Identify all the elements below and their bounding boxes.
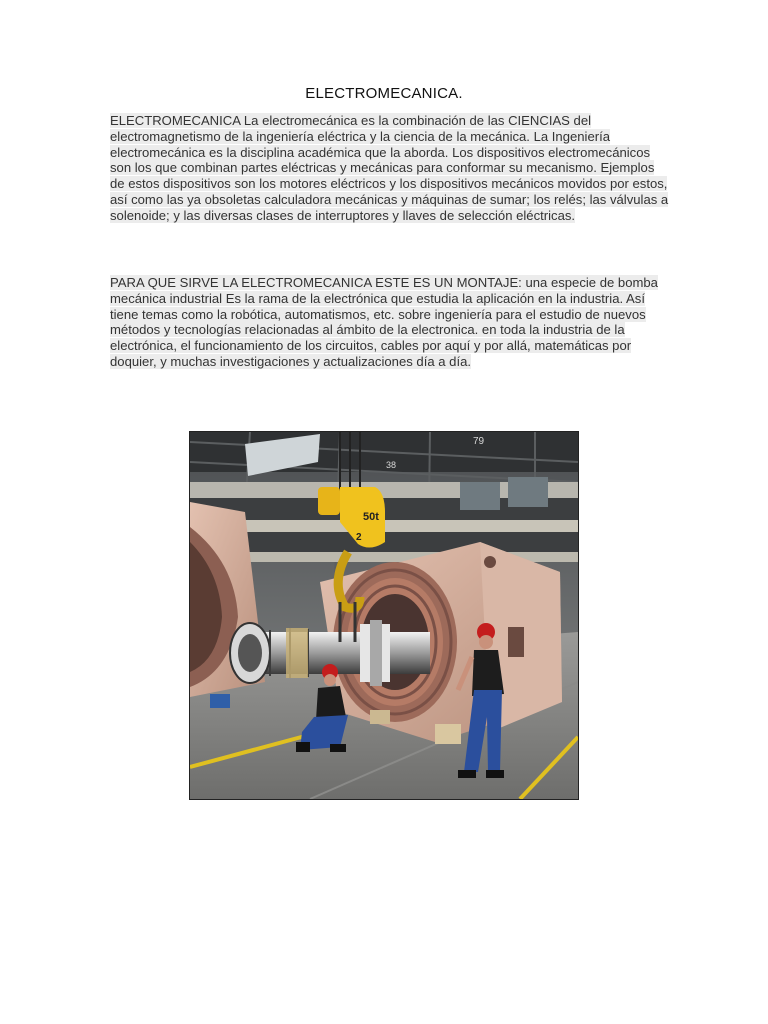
hook-label-bottom: 2 — [356, 532, 362, 543]
paragraph-intro-text: ELECTROMECANICA La electromecánica es la combinación de las CIENCIAS del electromagnetismo de la ingeniería eléctrica y la ciencia de la mecánica. La Ingeniería electromecánica es la disciplina académica que la aborda. Los dispositivos electromecánicos son los que combinan partes eléctricas y mecánicas para conformar su mecanismo. Ejemplos de estos dispositivos son los motores eléctricos y los dispositivos mecánicos movidos por estos, así como las ya obsoletas calculadora mecánicas y máquinas de sumar; los relés; las válvulas a solenoide; y las diversas clases de interruptores y llaves de selección eléctricas. — [110, 113, 669, 223]
electric-motor-assembly-photo — [189, 431, 579, 800]
paragraph-purpose-text: PARA QUE SIRVE LA ELECTROMECANICA ESTE ES UN MONTAJE: una especie de bomba mecánica industrial Es la rama de la electrónica que estudia la aplicación en la industria. Así tiene temas como la robótica, automatismos, etc. sobre ingeniería para el estudio de nuevos métodos y tecnologías relacionadas al ámbito de la electronica. en toda la industria de la electrónica, el funcionamiento de los circuitos, cables por aquí y por allá, matemáticas por doquier, y muchas investigaciones y actualizaciones día a día. — [110, 275, 658, 369]
paragraph-intro — [110, 113, 670, 224]
wall-number-text: 38 — [386, 460, 397, 470]
paragraph-purpose — [110, 275, 670, 370]
photo-illustration — [190, 432, 578, 799]
document-title: ELECTROMECANICA. — [305, 85, 463, 102]
wall-sign-text: 79 — [473, 436, 485, 447]
hook-label-top: 50t — [363, 511, 379, 523]
